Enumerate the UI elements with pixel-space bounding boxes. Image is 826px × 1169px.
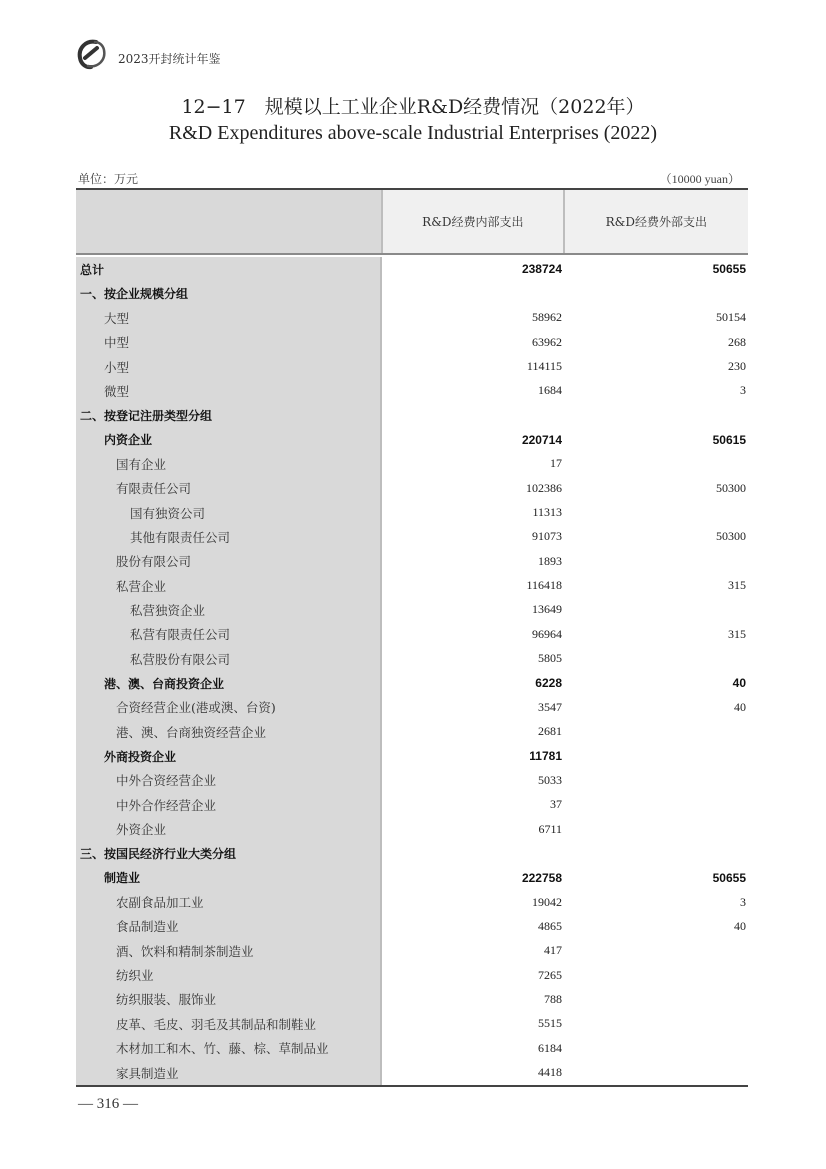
table-row bbox=[76, 987, 748, 1011]
table-row bbox=[76, 573, 748, 597]
table-row bbox=[76, 1060, 748, 1084]
table-row bbox=[76, 890, 748, 914]
row-label: 国有独资公司 bbox=[76, 500, 382, 524]
internal-expenditure-value: 6711 bbox=[538, 821, 562, 836]
table-row bbox=[76, 281, 748, 305]
internal-expenditure-value: 4418 bbox=[538, 1065, 562, 1080]
row-label: 中外合作经营企业 bbox=[76, 793, 382, 817]
table-row bbox=[76, 720, 748, 744]
table-row bbox=[76, 500, 748, 524]
table-row bbox=[76, 671, 748, 695]
row-label: 纺织服装、服饰业 bbox=[76, 987, 382, 1011]
internal-expenditure-value: 13649 bbox=[532, 602, 562, 617]
internal-expenditure-value: 11313 bbox=[532, 505, 562, 520]
external-expenditure-value: 50300 bbox=[716, 480, 746, 495]
internal-expenditure-value: 1684 bbox=[538, 383, 562, 398]
internal-expenditure-value: 5033 bbox=[538, 772, 562, 787]
row-label: 一、按企业规模分组 bbox=[76, 281, 382, 305]
table-row bbox=[76, 379, 748, 403]
internal-expenditure-value: 58962 bbox=[532, 310, 562, 325]
internal-expenditure-value: 7265 bbox=[538, 967, 562, 982]
internal-expenditure-value: 2681 bbox=[538, 724, 562, 739]
row-label: 酒、饮料和精制茶制造业 bbox=[76, 939, 382, 963]
row-label: 国有企业 bbox=[76, 452, 382, 476]
row-label: 二、按登记注册类型分组 bbox=[76, 403, 382, 427]
internal-expenditure-value: 222758 bbox=[521, 870, 562, 885]
yearbook-logo-icon bbox=[76, 38, 108, 70]
table-row bbox=[76, 403, 748, 427]
table-row bbox=[76, 939, 748, 963]
row-label: 港、澳、台商投资企业 bbox=[76, 671, 382, 695]
table-row bbox=[76, 525, 748, 549]
row-label: 私营独资企业 bbox=[76, 598, 382, 622]
table-row bbox=[76, 598, 748, 622]
unit-label: 单位：万元 bbox=[78, 172, 139, 186]
data-table bbox=[76, 188, 748, 1087]
external-expenditure-value: 50655 bbox=[712, 870, 746, 885]
internal-expenditure-value: 17 bbox=[550, 456, 562, 471]
table-row bbox=[76, 817, 748, 841]
internal-expenditure-value: 114115 bbox=[526, 359, 562, 374]
internal-expenditure-value: 102386 bbox=[526, 480, 562, 495]
row-label: 私营企业 bbox=[76, 573, 382, 597]
external-expenditure-value: 40 bbox=[732, 676, 746, 691]
table-row bbox=[76, 866, 748, 890]
row-label: 有限责任公司 bbox=[76, 476, 382, 500]
internal-expenditure-value: 1893 bbox=[538, 553, 562, 568]
external-expenditure-value: 3 bbox=[740, 383, 746, 398]
table-bottom-rule bbox=[76, 1085, 748, 1087]
internal-expenditure-value: 3547 bbox=[538, 699, 562, 714]
table-row bbox=[76, 306, 748, 330]
internal-expenditure-value: 37 bbox=[550, 797, 562, 812]
external-expenditure-value: 3 bbox=[740, 894, 746, 909]
row-label: 制造业 bbox=[76, 866, 382, 890]
row-label: 食品制造业 bbox=[76, 914, 382, 938]
row-label: 中型 bbox=[76, 330, 382, 354]
external-expenditure-value: 315 bbox=[728, 578, 746, 593]
row-label: 其他有限责任公司 bbox=[76, 525, 382, 549]
internal-expenditure-value: 5515 bbox=[538, 1016, 562, 1031]
internal-expenditure-value: 116418 bbox=[526, 578, 562, 593]
row-label: 外商投资企业 bbox=[76, 744, 382, 768]
table-row bbox=[76, 1036, 748, 1060]
page-header bbox=[76, 38, 756, 72]
external-expenditure-value: 268 bbox=[728, 334, 746, 349]
row-label: 微型 bbox=[76, 379, 382, 403]
row-label: 小型 bbox=[76, 354, 382, 378]
row-label: 港、澳、台商独资经营企业 bbox=[76, 720, 382, 744]
internal-expenditure-value: 238724 bbox=[521, 262, 562, 277]
external-expenditure-value: 40 bbox=[734, 918, 746, 933]
table-row bbox=[76, 695, 748, 719]
table-row bbox=[76, 622, 748, 646]
table-title-chinese: 12−17 规模以上工业企业R&D经费情况（2022年） bbox=[181, 96, 645, 118]
table-row bbox=[76, 476, 748, 500]
table-title-english: R&D Expenditures above-scale Industrial Enterprises (2022) bbox=[168, 122, 658, 144]
internal-expenditure-value: 19042 bbox=[532, 894, 562, 909]
row-label: 三、按国民经济行业大类分组 bbox=[76, 841, 382, 865]
external-expenditure-value: 50615 bbox=[712, 432, 746, 447]
internal-expenditure-value: 63962 bbox=[532, 334, 562, 349]
internal-expenditure-value: 11781 bbox=[529, 749, 562, 764]
external-expenditure-value: 50300 bbox=[716, 529, 746, 544]
table-row bbox=[76, 841, 748, 865]
external-expenditure-value: 40 bbox=[734, 699, 746, 714]
row-label: 大型 bbox=[76, 306, 382, 330]
row-label: 家具制造业 bbox=[76, 1060, 382, 1084]
internal-expenditure-value: 5805 bbox=[538, 651, 562, 666]
row-label: 外资企业 bbox=[76, 817, 382, 841]
page-number: — 316 — bbox=[78, 1096, 138, 1112]
row-label: 合资经营企业(港或澳、台资) bbox=[76, 695, 382, 719]
column-header-external: R&D经费外部支出 bbox=[565, 190, 748, 253]
column-header-internal: R&D经费内部支出 bbox=[383, 190, 564, 253]
internal-expenditure-value: 788 bbox=[544, 991, 562, 1006]
row-label: 股份有限公司 bbox=[76, 549, 382, 573]
table-row bbox=[76, 257, 748, 281]
unit-label-english: （10000 yuan） bbox=[659, 172, 740, 186]
table-row bbox=[76, 452, 748, 476]
row-label: 中外合资经营企业 bbox=[76, 768, 382, 792]
row-label: 农副食品加工业 bbox=[76, 890, 382, 914]
table-row bbox=[76, 427, 748, 451]
table-row bbox=[76, 354, 748, 378]
external-expenditure-value: 230 bbox=[728, 359, 746, 374]
table-body bbox=[76, 255, 748, 1085]
table-row bbox=[76, 914, 748, 938]
row-label: 总计 bbox=[76, 257, 382, 281]
internal-expenditure-value: 91073 bbox=[532, 529, 562, 544]
table-row bbox=[76, 1012, 748, 1036]
internal-expenditure-value: 6184 bbox=[538, 1040, 562, 1055]
external-expenditure-value: 50154 bbox=[716, 310, 746, 325]
internal-expenditure-value: 4865 bbox=[538, 918, 562, 933]
internal-expenditure-value: 6228 bbox=[535, 676, 562, 691]
internal-expenditure-value: 220714 bbox=[521, 432, 562, 447]
internal-expenditure-value: 417 bbox=[544, 943, 562, 958]
table-row bbox=[76, 793, 748, 817]
table-row bbox=[76, 963, 748, 987]
row-label: 木材加工和木、竹、藤、棕、草制品业 bbox=[76, 1036, 382, 1060]
row-label: 私营股份有限公司 bbox=[76, 647, 382, 671]
header-label-cell bbox=[76, 190, 383, 253]
external-expenditure-value: 315 bbox=[728, 626, 746, 641]
row-label: 内资企业 bbox=[76, 427, 382, 451]
table-row bbox=[76, 647, 748, 671]
row-label: 皮革、毛皮、羽毛及其制品和制鞋业 bbox=[76, 1012, 382, 1036]
internal-expenditure-value: 96964 bbox=[532, 626, 562, 641]
table-header-row bbox=[76, 190, 748, 255]
table-row bbox=[76, 744, 748, 768]
yearbook-title: 2023开封统计年鉴 bbox=[118, 52, 221, 66]
table-row bbox=[76, 768, 748, 792]
table-row bbox=[76, 549, 748, 573]
row-label: 私营有限责任公司 bbox=[76, 622, 382, 646]
row-label: 纺织业 bbox=[76, 963, 382, 987]
external-expenditure-value: 50655 bbox=[712, 262, 746, 277]
table-row bbox=[76, 330, 748, 354]
